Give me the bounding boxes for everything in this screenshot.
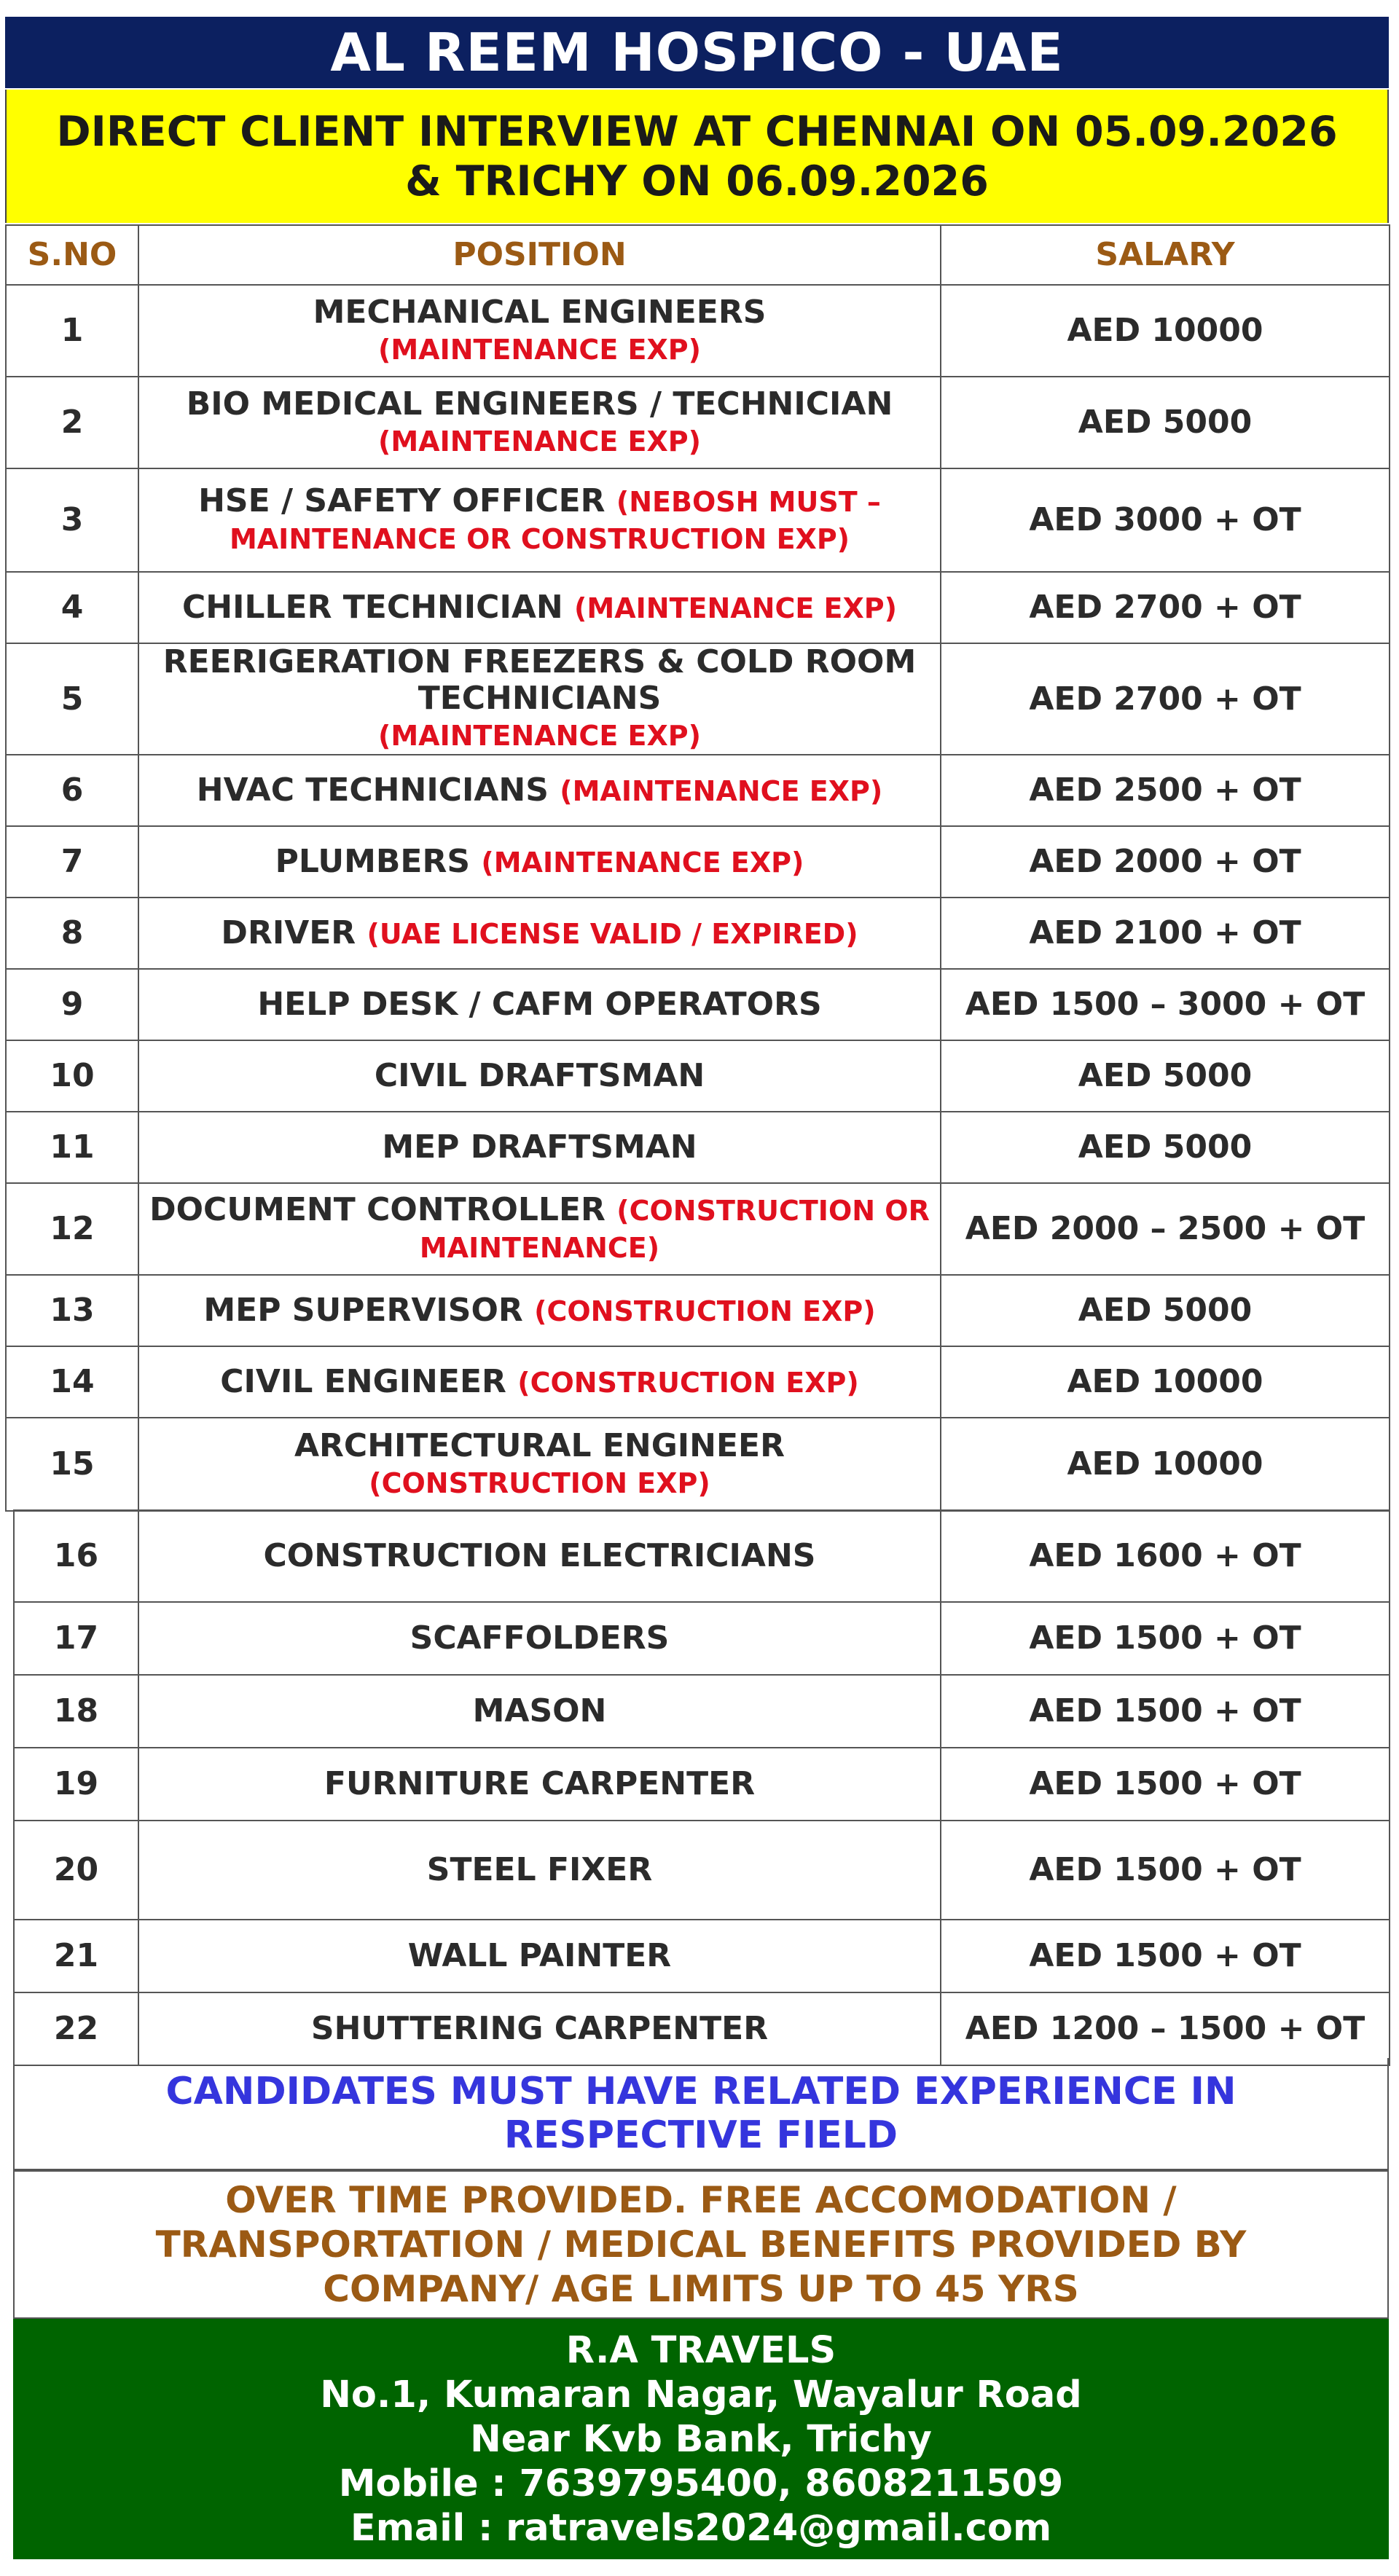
- row-sno: 1: [6, 285, 138, 377]
- row-salary: AED 1600 + OT: [941, 1510, 1390, 1602]
- position-title: BIO MEDICAL ENGINEERS / TECHNICIAN: [186, 385, 893, 423]
- row-sno: 11: [6, 1112, 138, 1183]
- row-position: [138, 969, 941, 1040]
- row-sno: 18: [14, 1675, 138, 1748]
- row-position: [138, 1602, 941, 1675]
- agency-contact: [13, 2319, 1389, 2559]
- position-requirement-note: (CONSTRUCTION EXP): [369, 1466, 710, 1499]
- interview-banner: [5, 90, 1389, 223]
- position-title: MEP SUPERVISOR: [203, 1291, 523, 1329]
- company-title-text: AL REEM HOSPICO - UAE: [330, 22, 1064, 83]
- row-position: [138, 1040, 941, 1112]
- row-salary: AED 5000: [941, 377, 1390, 468]
- row-sno: 17: [14, 1602, 138, 1675]
- row-salary: AED 1500 + OT: [941, 1748, 1390, 1821]
- position-title: ARCHITECTURAL ENGINEER: [294, 1426, 785, 1464]
- column-header-sno: S.NO: [6, 225, 138, 285]
- position-title: HVAC TECHNICIANS: [196, 771, 549, 809]
- row-position: [138, 643, 941, 755]
- row-salary: AED 5000: [941, 1112, 1390, 1183]
- row-sno: 9: [6, 969, 138, 1040]
- row-sno: 7: [6, 826, 138, 898]
- column-header-salary: SALARY: [941, 225, 1390, 285]
- experience-note-line-2: RESPECTIVE FIELD: [503, 2113, 898, 2157]
- row-salary: AED 10000: [941, 1346, 1390, 1418]
- row-position: [138, 755, 941, 826]
- agency-mobile: Mobile : 7639795400, 8608211509: [338, 2462, 1064, 2505]
- row-position: [138, 1112, 941, 1183]
- table-row: [14, 1510, 1390, 1602]
- interview-banner-line-1: DIRECT CLIENT INTERVIEW AT CHENNAI ON 05.09.2026: [56, 107, 1338, 156]
- agency-address-line-1: No.1, Kumaran Nagar, Wayalur Road: [320, 2373, 1082, 2416]
- table-row: [14, 1920, 1390, 1992]
- row-sno: 16: [14, 1510, 138, 1602]
- table-row: [14, 1992, 1390, 2065]
- row-salary: AED 1500 + OT: [941, 1602, 1390, 1675]
- experience-requirement-note: [13, 2058, 1389, 2170]
- table-row: [6, 826, 1390, 898]
- row-sno: 15: [6, 1418, 138, 1511]
- position-title: MECHANICAL ENGINEERS: [313, 293, 767, 331]
- row-position: [138, 572, 941, 643]
- row-position: [138, 377, 941, 468]
- table-row: [6, 755, 1390, 826]
- row-position: [138, 826, 941, 898]
- row-salary: AED 2000 – 2500 + OT: [941, 1183, 1390, 1275]
- position-title: MASON: [472, 1692, 607, 1729]
- positions-table-part-1: [5, 224, 1390, 1512]
- company-title: [5, 17, 1389, 88]
- benefits-note: [13, 2170, 1389, 2319]
- row-sno: 21: [14, 1920, 138, 1992]
- benefits-note-line-3: COMPANY/ AGE LIMITS UP TO 45 YRS: [323, 2267, 1079, 2310]
- row-position: [138, 1821, 941, 1920]
- benefits-note-line-1: OVER TIME PROVIDED. FREE ACCOMODATION /: [225, 2178, 1177, 2221]
- row-sno: 14: [6, 1346, 138, 1418]
- row-salary: AED 1500 + OT: [941, 1675, 1390, 1748]
- row-salary: AED 1500 + OT: [941, 1821, 1390, 1920]
- position-title: DRIVER: [221, 914, 356, 951]
- row-sno: 2: [6, 377, 138, 468]
- agency-address-line-2: Near Kvb Bank, Trichy: [470, 2417, 932, 2461]
- position-title: SHUTTERING CARPENTER: [310, 2010, 769, 2047]
- row-salary: AED 2000 + OT: [941, 826, 1390, 898]
- position-requirement-note: (CONSTRUCTION OR MAINTENANCE): [419, 1195, 930, 1264]
- position-title: DOCUMENT CONTROLLER: [149, 1191, 606, 1228]
- positions-table-part-2: [13, 1509, 1390, 2066]
- position-requirement-note: (CONSTRUCTION EXP): [517, 1366, 859, 1399]
- table-row: [6, 643, 1390, 755]
- row-salary: AED 1500 – 3000 + OT: [941, 969, 1390, 1040]
- row-sno: 12: [6, 1183, 138, 1275]
- position-requirement-note: (MAINTENANCE EXP): [481, 846, 804, 879]
- row-sno: 8: [6, 898, 138, 969]
- table-row: [6, 377, 1390, 468]
- position-title: SCAFFOLDERS: [409, 1619, 670, 1657]
- table-header-row: [6, 225, 1390, 285]
- table-row: [14, 1602, 1390, 1675]
- position-requirement-note: (CONSTRUCTION EXP): [534, 1295, 876, 1327]
- row-salary: AED 3000 + OT: [941, 468, 1390, 572]
- position-requirement-note: (NEBOSH MUST – MAINTENANCE OR CONSTRUCTION EXP): [229, 486, 881, 555]
- position-requirement-note: (UAE LICENSE VALID / EXPIRED): [367, 917, 858, 950]
- table-row: [6, 898, 1390, 969]
- row-position: [138, 1346, 941, 1418]
- row-sno: 19: [14, 1748, 138, 1821]
- table-row: [6, 1112, 1390, 1183]
- position-title: CIVIL ENGINEER: [220, 1362, 506, 1400]
- row-sno: 22: [14, 1992, 138, 2065]
- row-position: [138, 1418, 941, 1511]
- table-row: [6, 285, 1390, 377]
- row-sno: 4: [6, 572, 138, 643]
- table-row: [14, 1675, 1390, 1748]
- row-position: [138, 468, 941, 572]
- row-sno: 20: [14, 1821, 138, 1920]
- table-row: [6, 1346, 1390, 1418]
- position-title: HSE / SAFETY OFFICER: [198, 482, 606, 519]
- row-salary: AED 5000: [941, 1040, 1390, 1112]
- row-salary: AED 10000: [941, 1418, 1390, 1511]
- row-salary: AED 1500 + OT: [941, 1920, 1390, 1992]
- row-salary: AED 2100 + OT: [941, 898, 1390, 969]
- agency-email: Email : ratravels2024@gmail.com: [350, 2506, 1052, 2550]
- position-title: WALL PAINTER: [407, 1937, 672, 1974]
- row-position: [138, 898, 941, 969]
- row-salary: AED 2700 + OT: [941, 572, 1390, 643]
- table-row: [6, 1418, 1390, 1511]
- interview-banner-line-2: & TRICHY ON 06.09.2026: [405, 157, 989, 205]
- position-title: STEEL FIXER: [426, 1851, 653, 1888]
- position-requirement-note: (MAINTENANCE EXP): [574, 592, 898, 624]
- row-position: [138, 1992, 941, 2065]
- row-position: [138, 1275, 941, 1346]
- row-position: [138, 1510, 941, 1602]
- table-row: [6, 969, 1390, 1040]
- benefits-note-line-2: TRANSPORTATION / MEDICAL BENEFITS PROVIDED BY: [155, 2223, 1247, 2266]
- position-requirement-note: (MAINTENANCE EXP): [560, 774, 883, 807]
- row-salary: AED 1200 – 1500 + OT: [941, 1992, 1390, 2065]
- position-title: CONSTRUCTION ELECTRICIANS: [263, 1537, 816, 1574]
- row-position: [138, 1748, 941, 1821]
- position-title: FURNITURE CARPENTER: [324, 1765, 756, 1802]
- row-salary: AED 2700 + OT: [941, 643, 1390, 755]
- position-title: CIVIL DRAFTSMAN: [374, 1057, 705, 1094]
- row-sno: 6: [6, 755, 138, 826]
- table-row: [6, 1183, 1390, 1275]
- row-salary: AED 10000: [941, 285, 1390, 377]
- position-title: MEP DRAFTSMAN: [382, 1128, 697, 1166]
- position-title: PLUMBERS: [275, 842, 471, 880]
- table-row: [14, 1748, 1390, 1821]
- row-position: [138, 1183, 941, 1275]
- row-sno: 3: [6, 468, 138, 572]
- position-title: REERIGERATION FREEZERS & COLD ROOM TECHNICIANS: [162, 643, 917, 717]
- table-row: [6, 572, 1390, 643]
- position-title: HELP DESK / CAFM OPERATORS: [257, 986, 822, 1023]
- position-requirement-note: (MAINTENANCE EXP): [378, 425, 701, 458]
- position-requirement-note: (MAINTENANCE EXP): [378, 333, 701, 366]
- row-sno: 10: [6, 1040, 138, 1112]
- position-requirement-note: (MAINTENANCE EXP): [378, 720, 701, 752]
- agency-name: R.A TRAVELS: [565, 2328, 836, 2372]
- table-row: [6, 1275, 1390, 1346]
- row-sno: 5: [6, 643, 138, 755]
- table-row: [6, 468, 1390, 572]
- row-position: [138, 1920, 941, 1992]
- column-header-position: POSITION: [138, 225, 941, 285]
- position-title: CHILLER TECHNICIAN: [181, 588, 563, 626]
- table-row: [6, 1040, 1390, 1112]
- experience-note-line-1: CANDIDATES MUST HAVE RELATED EXPERIENCE IN: [165, 2070, 1237, 2113]
- row-position: [138, 1675, 941, 1748]
- row-salary: AED 2500 + OT: [941, 755, 1390, 826]
- row-salary: AED 5000: [941, 1275, 1390, 1346]
- row-position: [138, 285, 941, 377]
- row-sno: 13: [6, 1275, 138, 1346]
- table-row: [14, 1821, 1390, 1920]
